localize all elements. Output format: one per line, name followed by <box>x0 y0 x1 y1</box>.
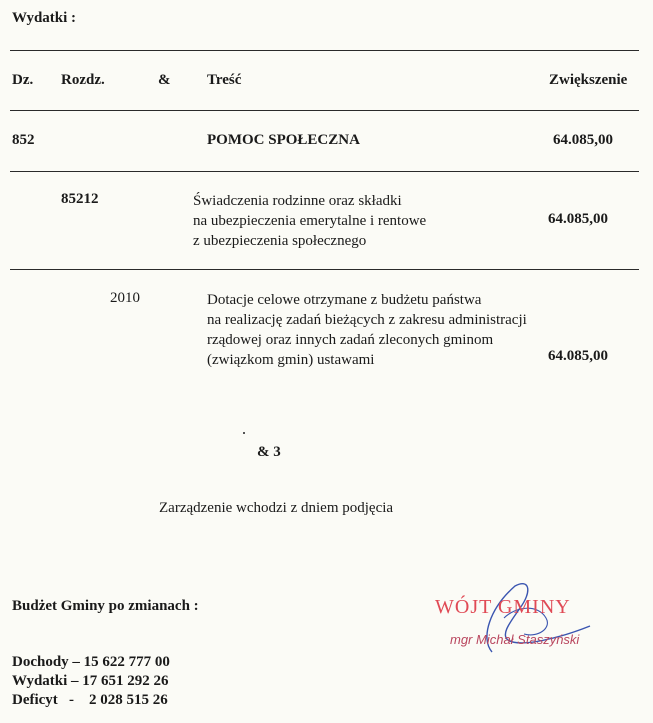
speck <box>243 432 245 434</box>
description-line: na ubezpieczenia emerytalne i rentowe <box>193 213 427 229</box>
summary-deficyt: Deficyt - 2 028 515 26 <box>12 692 168 708</box>
description-line: (związkom gmin) ustawami <box>207 352 375 368</box>
stamp-subtitle: mgr Michał Staszyński <box>450 632 580 647</box>
divider <box>10 171 639 172</box>
header-paragraf: & <box>158 72 171 88</box>
divider <box>10 269 639 270</box>
dzial-amount: 64.085,00 <box>553 132 613 148</box>
paragraf-amount: 64.085,00 <box>548 348 608 364</box>
stamp-title: WÓJT GMINY <box>435 596 571 618</box>
description-line: z ubezpieczenia społecznego <box>193 233 367 249</box>
header-rozdz: Rozdz. <box>61 72 105 88</box>
section3-heading: & 3 <box>257 444 281 460</box>
description-line: Świadczenia rodzinne oraz składki <box>193 193 402 209</box>
summary-dochody: Dochody – 15 622 777 00 <box>12 654 170 670</box>
section3-text: Zarządzenie wchodzi z dniem podjęcia <box>159 500 394 516</box>
dzial-name: POMOC SPOŁECZNA <box>207 132 360 148</box>
header-tresc: Treść <box>207 72 242 88</box>
rozdzial-number: 85212 <box>61 191 99 207</box>
rozdzial-amount: 64.085,00 <box>548 211 608 227</box>
divider <box>10 110 639 111</box>
summary-wydatki: Wydatki – 17 651 292 26 <box>12 673 169 689</box>
section-title: Wydatki : <box>12 10 77 26</box>
paragraf-description <box>207 290 527 370</box>
description-line: na realizację zadań bieżących z zakresu administracji <box>207 312 527 328</box>
divider <box>10 50 639 51</box>
dzial-number: 852 <box>12 132 35 148</box>
description-line: rządowej oraz innych zadań zleconych gminom <box>207 332 494 348</box>
header-dz: Dz. <box>12 72 34 88</box>
header-zwiekszenie: Zwiększenie <box>549 72 628 88</box>
rozdzial-description <box>193 191 426 251</box>
summary-title: Budżet Gminy po zmianach : <box>12 598 199 614</box>
description-line: Dotacje celowe otrzymane z budżetu państwa <box>207 292 482 308</box>
mayor-stamp <box>420 578 620 658</box>
paragraf-number: 2010 <box>110 290 140 306</box>
